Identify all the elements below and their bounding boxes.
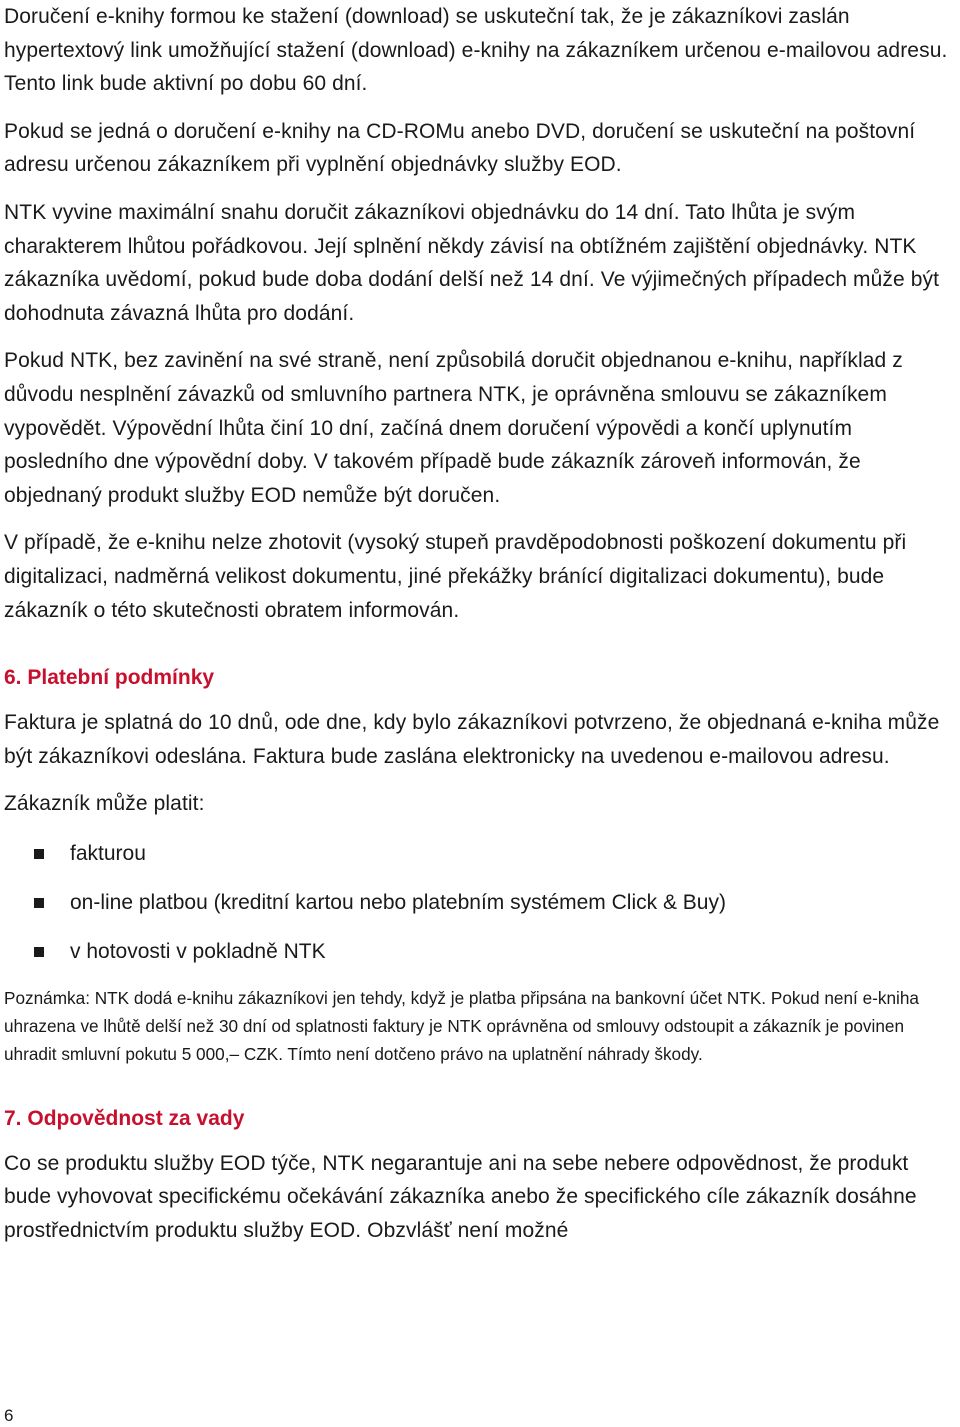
payment-note: Poznámka: NTK dodá e-knihu zákazníkovi jen tehdy, když je platba připsána na bankovní účet NTK. Pokud není e-kniha uhrazena ve lhůtě delší než 30 dní od splatnosti faktury je NTK oprávněna od smlouvy odstoupit a zákazník je povinen uhradit smluvní pokutu 5 000,– CZK. Tímto není dotčeno právo na uplatnění náhrady škody. <box>4 987 919 1064</box>
list-item-label: on-line platbou (kreditní kartou nebo platebním systémem Click & Buy) <box>70 890 726 914</box>
paragraph-download-delivery: Doručení e-knihy formou ke stažení (download) se uskuteční tak, že je zákazníkovi zaslán hypertextový link umožňující stažení (download) e-knihy na zákazníkem určenou e-mailovou adresu. Tento link bude aktivní po dobu 60 dní. <box>4 5 948 96</box>
list-item <box>4 886 960 919</box>
list-item <box>4 837 960 870</box>
section-6-title: Platební podmínky <box>27 666 215 690</box>
paragraph-ebook-impossible: V případě, že e-knihu nelze zhotovit (vysoký stupeň pravděpodobnosti poškození dokumentu při digitalizaci, nadměrná velikost dokumentu, jiné překážky bránící digitalizaci dokumentu), bude zákazník o této skutečnosti obratem informován. <box>4 531 907 622</box>
document-page <box>4 0 960 1248</box>
square-bullet-icon <box>34 947 44 957</box>
list-item <box>4 935 960 968</box>
paragraph-contract-termination: Pokud NTK, bez zavinění na své straně, není způsobilá doručit objednanou e-knihu, například z důvodu nesplnění závazků od smluvního partnera NTK, je oprávněna smlouvu se zákazníkem vypovědět. Výpovědní lhůta činí 10 dní, začíná dnem doručení výpovědi a končí uplynutím posledního dne výpovědní doby. V takovém případě bude zákazník zároveň informován, že objednaný produkt služby EOD nemůže být doručen. <box>4 349 903 507</box>
paragraph-liability: Co se produktu služby EOD týče, NTK negarantuje ani na sebe nebere odpovědnost, že produkt bude vyhovovat specifickému očekávání zákazníka anebo že specifického cíle zákazník dosáhne prostřednictvím produktu služby EOD. Obzvlášť není možné <box>4 1151 917 1243</box>
section-7-title: Odpovědnost za vady <box>27 1106 245 1130</box>
square-bullet-icon <box>34 898 44 908</box>
paragraph-invoice: Faktura je splatná do 10 dnů, ode dne, kdy bylo zákazníkovi potvrzeno, že objednaná e-kniha může být zákazníkovi odeslána. Faktura bude zaslána elektronicky na uvedenou e-mailovou adresu. <box>4 711 940 768</box>
payment-options-list <box>4 837 960 968</box>
section-6-number: 6. <box>4 666 22 690</box>
square-bullet-icon <box>34 849 44 859</box>
paragraph-cd-delivery: Pokud se jedná o doručení e-knihy na CD-ROMu anebo DVD, doručení se uskuteční na poštovní adresu určenou zákazníkem při vyplnění objednávky služby EOD. <box>4 119 916 177</box>
paragraph-delivery-time: NTK vyvine maximální snahu doručit zákazníkovi objednávku do 14 dní. Tato lhůta je svým charakterem lhůtou pořádkovou. Její splnění někdy závisí na obtížném zajištění objednávky. NTK zákazníka uvědomí, pokud bude doba dodání delší než 14 dní. Ve výjimečných případech může být dohodnuta závazná lhůta pro dodání. <box>4 200 940 325</box>
list-item-label: v hotovosti v pokladně NTK <box>70 939 326 963</box>
section-7-heading <box>4 1102 960 1135</box>
list-item-label: fakturou <box>70 841 146 865</box>
page-number: 6 <box>4 1406 14 1425</box>
section-7-number: 7. <box>4 1106 22 1130</box>
section-6-heading <box>4 661 960 694</box>
payment-intro: Zákazník může platit: <box>4 792 205 816</box>
